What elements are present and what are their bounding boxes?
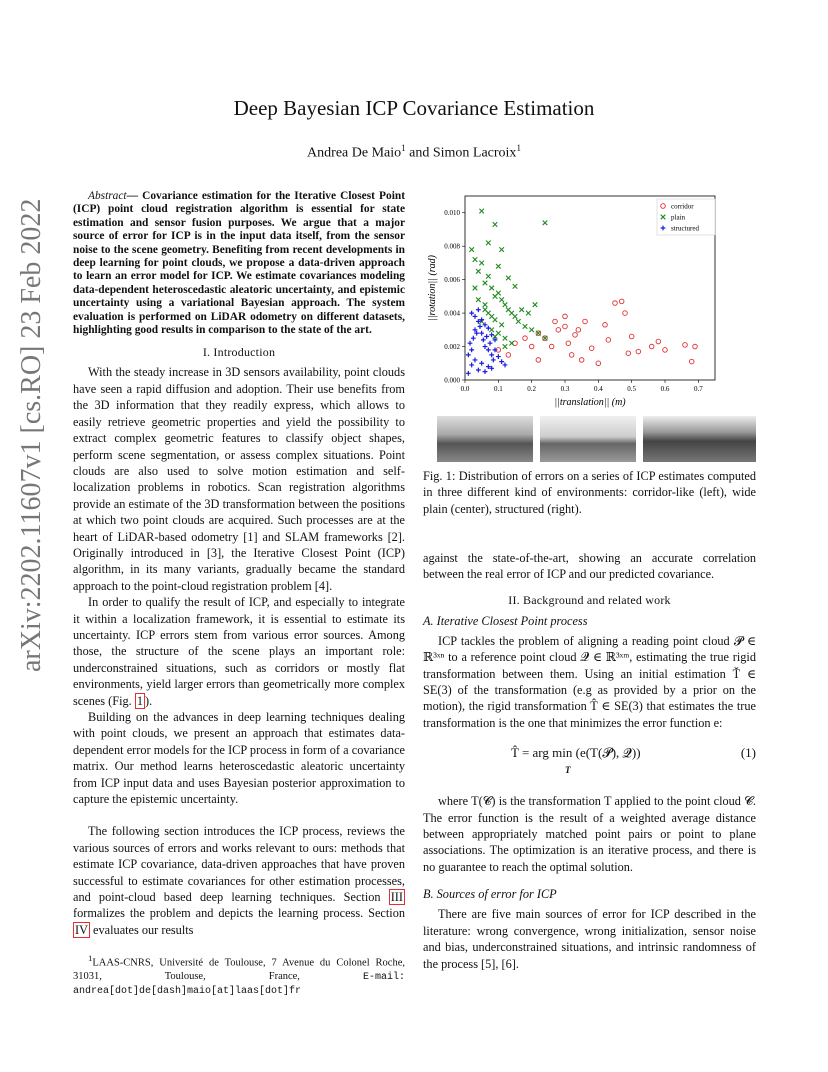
- y-tick-label: 0.002: [444, 343, 460, 352]
- intro-p2-text: In order to qualify the result of ICP, and especially to integrate it within a localization framework, it is essential to estimate its uncertainty. ICP errors stem from various error sources. Among those, the structure of the scene plays an important role: underconstrained situations, such as corridors or mostly flat environments, yield larger errors than geometrically more complex scenes (Fig.: [73, 595, 405, 708]
- data-point-plain: [479, 209, 484, 214]
- arxiv-stamp: arXiv:2202.11607v1 [cs.RO] 23 Feb 2022: [16, 198, 47, 672]
- data-point-corridor: [613, 301, 618, 306]
- intro-p4-text-3: evaluates our results: [89, 922, 194, 937]
- data-point-structured: [496, 354, 501, 359]
- subsection-icp: A. Iterative Closest Point process: [423, 613, 588, 628]
- data-point-structured: [473, 314, 478, 319]
- data-point-corridor: [619, 299, 624, 304]
- x-axis-title: ||translation|| (m): [554, 397, 626, 408]
- y-tick-label: 0.008: [444, 242, 460, 251]
- data-point-corridor: [649, 344, 654, 349]
- data-point-plain: [513, 284, 518, 289]
- data-point-corridor: [573, 333, 578, 338]
- y-tick-label: 0.010: [444, 209, 460, 218]
- y-tick-label: 0.000: [444, 376, 460, 385]
- data-point-corridor: [579, 358, 584, 363]
- data-point-corridor: [506, 353, 511, 358]
- x-tick-label: 0.4: [593, 385, 603, 393]
- icp-paragraph: ICP tackles the problem of aligning a reading point cloud 𝓟 ∈ ℝ³ˣⁿ to a reference point cloud 𝓠 ∈ ℝ³ˣᵐ, estimating the true rigid transformation between them. Using an initial estimation Ť ∈ SE(3) of the transformation (e.g as provided by a prior on the motion), the rigid transformation T̂ ∈ SE(3) that estimates the true transformation is the one that minimizes the error function e:: [423, 633, 756, 730]
- legend-label-corridor: corridor: [671, 202, 694, 211]
- data-point-plain: [503, 302, 508, 307]
- legend-label-plain: plain: [671, 213, 685, 222]
- intro-paragraph-1: With the steady increase in 3D sensors availability, point clouds have seen a rapid diffusion and adoption. Their use benefits from the 3D information that they readily express, which allows to easily retrieve geometric properties and yield the possibility to extract complex geometric features to classify object shapes, perform scene segmentation, or assess complex situations. Point clouds are also used to solve motion estimation and self-localization problems in robotics. Scan registration algorithms provide an estimate of the 3D transformation between the positions at which two point clouds are acquired. Such processes are at the heart of LiDAR-based odometry [1] and SLAM frameworks [2]. Originally introduced in [3], the Iterative Closest Point (ICP) algorithm, in its many variants, gradually became the standard approach to the point-cloud registration problem [4].: [73, 365, 405, 593]
- data-point-corridor: [626, 351, 631, 356]
- x-tick-label: 0.0: [460, 385, 470, 393]
- author-name: Andrea De Maio: [307, 145, 402, 161]
- data-point-plain: [476, 269, 481, 274]
- data-point-corridor: [636, 349, 641, 354]
- figure-ref-link[interactable]: 1: [136, 693, 143, 708]
- y-tick-label: 0.004: [444, 309, 460, 318]
- data-point-plain: [486, 274, 491, 279]
- data-point-corridor: [536, 358, 541, 363]
- intro-paragraph-4: [73, 823, 405, 938]
- data-point-plain: [483, 307, 488, 312]
- footnote: [73, 952, 405, 998]
- data-point-corridor: [683, 343, 688, 348]
- data-point-plain: [476, 297, 481, 302]
- data-point-corridor: [576, 328, 581, 333]
- data-point-plain: [503, 336, 508, 341]
- data-point-plain: [499, 297, 504, 302]
- sources-paragraph: There are five main sources of error for ICP described in the literature: wrong convergence, wrong initialization, sensor noise and bias, underconstrained situations, and intrinsic randomness of the process [5], [6].: [423, 907, 756, 971]
- intro-p2-end: ).: [144, 693, 153, 708]
- email-label: E-mail:: [362, 971, 405, 983]
- equation-1: [423, 739, 756, 789]
- data-point-structured: [499, 359, 504, 364]
- data-point-corridor: [663, 348, 668, 353]
- data-point-plain: [523, 324, 528, 329]
- x-tick-label: 0.3: [560, 385, 570, 393]
- data-point-plain: [526, 311, 531, 316]
- data-point-corridor: [549, 344, 554, 349]
- data-point-corridor: [563, 314, 568, 319]
- data-point-corridor: [629, 334, 634, 339]
- figure-caption: Fig. 1: Distribution of errors on a series of ICP estimates computed in three different kind of environments: corridor-like (left), wide plain (center), structured (right).: [423, 469, 756, 516]
- footnote-mark: 1: [88, 953, 93, 964]
- data-point-corridor: [596, 361, 601, 366]
- data-point-plain: [483, 281, 488, 286]
- data-point-structured: [479, 331, 484, 336]
- data-point-structured: [489, 353, 494, 358]
- intro-p4-text: The following section introduces the ICP process, reviews the various sources of errors and works relevant to ours: methods that estimate ICP covariance, data-driven approaches that have proven successful to estimate covariances for other estimation processes, and point-cloud based deep learning techniques. Section: [73, 824, 405, 905]
- data-point-corridor: [603, 323, 608, 328]
- data-point-structured: [484, 334, 489, 339]
- data-point-plain: [533, 302, 538, 307]
- data-point-plain: [516, 319, 521, 324]
- section-ref-link-3[interactable]: III: [390, 890, 403, 905]
- x-tick-label: 0.5: [627, 385, 637, 393]
- x-tick-label: 0.1: [493, 385, 503, 393]
- intro-p4-text-2: formalizes the problem and depicts the learning process. Section: [73, 906, 405, 921]
- affiliation-mark-2: 1: [516, 143, 521, 153]
- data-point-plain: [519, 307, 524, 312]
- data-point-structured: [503, 363, 508, 368]
- right-column: [423, 550, 756, 972]
- section-heading-background: II. Background and related work: [508, 592, 671, 607]
- equation-number: (1): [740, 745, 756, 761]
- data-point-structured: [478, 324, 483, 329]
- abstract-text: — Covariance estimation for the Iterative Closest Point (ICP) point cloud registration algorithm is essential for state estimation and sensor fusion purposes. We argue that a major source of error for ICP is in the input data itself, from the sensor noise to the scene geometry. Benefiting from recent developments in deep learning for point clouds, we propose a data-driven approach to learn an error model for ICP. We estimate covariances modeling data-dependent heteroscedastic aleatoric uncertainty, and epistemic uncertainty using a variational Bayesian approach. The system evaluation is performed on LiDAR odometry on different datasets, highlighting good results in comparison to the state of the art.: [73, 190, 405, 337]
- y-axis-title: ||rotation|| (rad): [427, 255, 438, 321]
- paper-title: Deep Bayesian ICP Covariance Estimation: [233, 96, 595, 120]
- error-scatter-chart: [423, 188, 723, 410]
- data-point-corridor: [589, 346, 594, 351]
- data-point-corridor: [529, 344, 534, 349]
- data-point-plain: [489, 314, 494, 319]
- data-point-plain: [486, 241, 491, 246]
- data-point-structured: [469, 363, 474, 368]
- data-point-structured: [466, 353, 471, 358]
- data-point-corridor: [583, 319, 588, 324]
- data-point-corridor: [623, 311, 628, 316]
- data-point-plain: [506, 276, 511, 281]
- data-point-corridor: [693, 344, 698, 349]
- author-name-2: and Simon Lacroix: [405, 145, 517, 161]
- equation-subscript: T: [565, 765, 571, 776]
- data-point-structured: [488, 341, 493, 346]
- legend-label-structured: structured: [671, 224, 699, 233]
- data-point-structured: [486, 326, 491, 331]
- data-point-plain: [469, 247, 474, 252]
- data-point-structured: [483, 344, 488, 349]
- data-point-corridor: [569, 353, 574, 358]
- data-point-structured: [481, 337, 486, 342]
- intro-paragraph-3: Building on the advances in deep learning techniques dealing with point clouds, we present an approach that estimates data-dependent error models for the ICP process in form of a covariance matrix. Our method learns heteroscedastic aleatoric uncertainty from ICP input data and uses Bayesian posterior approximation to capture the epistemic uncertainty.: [73, 710, 405, 807]
- data-point-plain: [543, 220, 548, 225]
- email-address: andrea[dot]de[dash]maio[at]laas[dot]fr: [73, 986, 302, 998]
- data-point-corridor: [563, 324, 568, 329]
- data-point-plain: [473, 286, 478, 291]
- data-point-structured: [468, 341, 473, 346]
- data-point-plain: [489, 286, 494, 291]
- data-point-plain: [499, 247, 504, 252]
- data-point-structured: [483, 369, 488, 374]
- continued-paragraph: against the state-of-the-art, showing an accurate correlation between the real error of ICP and our predicted covariance.: [423, 551, 756, 582]
- data-point-plain: [493, 222, 498, 227]
- data-point-corridor: [566, 341, 571, 346]
- affiliation-mark: 1: [401, 143, 406, 153]
- author-line: [0, 143, 828, 162]
- data-point-corridor: [656, 339, 661, 344]
- x-tick-label: 0.2: [527, 385, 537, 393]
- data-point-plain: [529, 328, 534, 333]
- data-point-structured: [491, 358, 496, 363]
- structured-photo: [643, 416, 756, 462]
- section-heading-introduction: I. Introduction: [202, 345, 276, 360]
- x-tick-label: 0.7: [693, 385, 703, 393]
- data-point-plain: [513, 314, 518, 319]
- data-point-structured: [466, 371, 471, 376]
- data-point-plain: [499, 323, 504, 328]
- data-point-structured: [486, 347, 491, 352]
- plain-photo: [540, 416, 636, 462]
- abstract: [73, 190, 405, 337]
- data-point-plain: [503, 344, 508, 349]
- data-point-structured: [469, 347, 474, 352]
- data-point-plain: [496, 291, 501, 296]
- data-point-structured: [471, 336, 476, 341]
- equation-body: T̂ = arg min (e(T(𝓟), 𝓠)): [511, 745, 641, 761]
- abstract-label: Abstract: [88, 190, 127, 202]
- data-point-structured: [489, 332, 494, 337]
- data-point-structured: [476, 307, 481, 312]
- data-point-plain: [479, 261, 484, 266]
- data-point-plain: [536, 331, 541, 336]
- y-tick-label: 0.006: [444, 276, 460, 285]
- data-point-plain: [473, 257, 478, 262]
- left-column: [73, 190, 405, 998]
- data-point-structured: [479, 361, 484, 366]
- data-point-structured: [469, 311, 474, 316]
- data-point-corridor: [556, 328, 561, 333]
- footnote-text: LAAS-CNRS, Université de Toulouse, 7 Avenue du Colonel Roche, 31031, Toulouse, France,: [73, 957, 405, 982]
- data-point-structured: [476, 368, 481, 373]
- data-point-plain: [543, 336, 548, 341]
- subsection-sources: B. Sources of error for ICP: [423, 887, 557, 902]
- data-point-plain: [509, 341, 514, 346]
- data-point-corridor: [606, 338, 611, 343]
- x-tick-label: 0.6: [660, 385, 670, 393]
- where-paragraph: where T(𝓒) is the transformation T applied to the point cloud 𝓒. The error function is the result of a weighted average distance between appropriately matched point pairs or point to plane associations. The optimization is an iterative process, and there is no guarantee to reach the optimal solution.: [423, 794, 756, 874]
- data-point-corridor: [689, 359, 694, 364]
- data-point-corridor: [523, 336, 528, 341]
- data-point-plain: [483, 302, 488, 307]
- section-ref-link-4[interactable]: IV: [75, 922, 88, 937]
- data-point-structured: [473, 358, 478, 363]
- intro-paragraph-2: [73, 594, 405, 709]
- corridor-photo: [437, 416, 533, 462]
- data-point-plain: [496, 264, 501, 269]
- data-point-corridor: [553, 319, 558, 324]
